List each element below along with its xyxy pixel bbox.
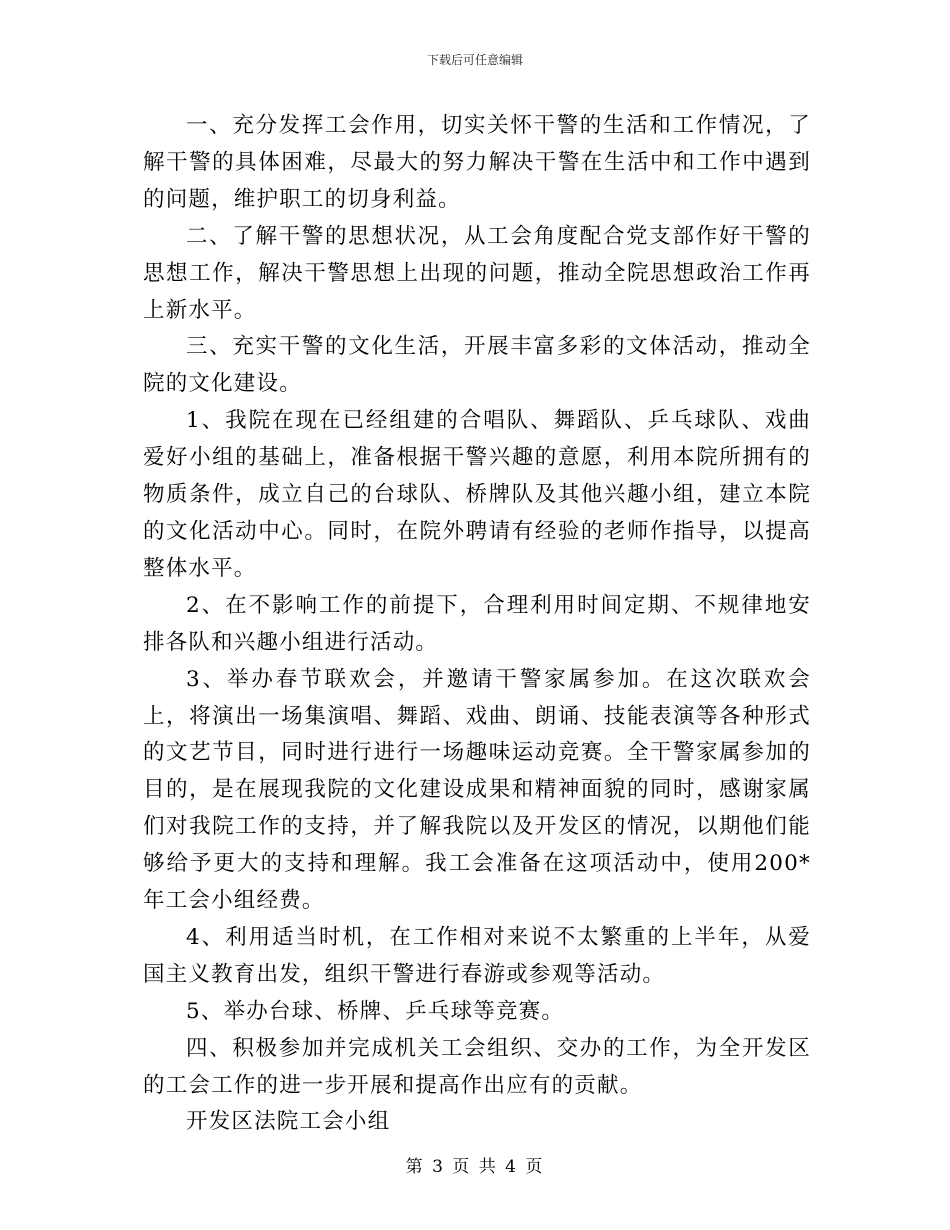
page-header: 下载后可任意编辑	[426, 53, 523, 67]
document-body	[143, 108, 811, 1141]
paragraph-section-1: 一、充分发挥工会作用，切实关怀干警的生活和工作情况，了解干警的具体困难，尽最大的努力解决干警在生活中和工作中遇到的问题，维护职工的切身利益。	[143, 113, 811, 212]
page-number: 第 3 页 共 4 页	[405, 1157, 545, 1177]
paragraph-item-4: 4、利用适当时机，在工作相对来说不太繁重的上半年，从爱国主义教育出发，组织干警进行春游或参观等活动。	[143, 924, 811, 987]
paragraph-item-1: 1、我院在现在已经组建的合唱队、舞蹈队、乒乓球队、戏曲爱好小组的基础上，准备根据干警兴趣的意愿，利用本院所拥有的物质条件，成立自己的台球队、桥牌队及其他兴趣小组，建立本院的文化活动中心。同时，在院外聘请有经验的老师作指导，以提高整体水平。	[143, 408, 811, 581]
paragraph-section-3: 三、充实干警的文化生活，开展丰富多彩的文体活动，推动全院的文化建设。	[143, 334, 811, 397]
paragraph-section-4: 四、积极参加并完成机关工会组织、交办的工作，为全开发区的工会工作的进一步开展和提高作出应有的贡献。	[143, 1035, 811, 1098]
paragraph-section-2: 二、了解干警的思想状况，从工会角度配合党支部作好干警的思想工作，解决干警思想上出现的问题，推动全院思想政治工作再上新水平。	[143, 223, 811, 323]
signature: 开发区法院工会小组	[186, 1109, 391, 1135]
paragraph-item-2: 2、在不影响工作的前提下，合理利用时间定期、不规律地安排各队和兴趣小组进行活动。	[143, 592, 811, 655]
paragraph-item-5: 5、举办台球、桥牌、乒乓球等竞赛。	[186, 998, 565, 1024]
paragraph-item-3: 3、举办春节联欢会，并邀请干警家属参加。在这次联欢会上，将演出一场集演唱、舞蹈、戏曲、朗诵、技能表演等各种形式的文艺节目，同时进行进行一场趣味运动竞赛。全干警家属参加的目的，是在展现我院的文化建设成果和精神面貌的同时，感谢家属们对我院工作的支持，并了解我院以及开发区的情况，以期他们能够给予更大的支持和理解。我工会准备在这项活动中，使用200*年工会小组经费。	[143, 666, 811, 914]
